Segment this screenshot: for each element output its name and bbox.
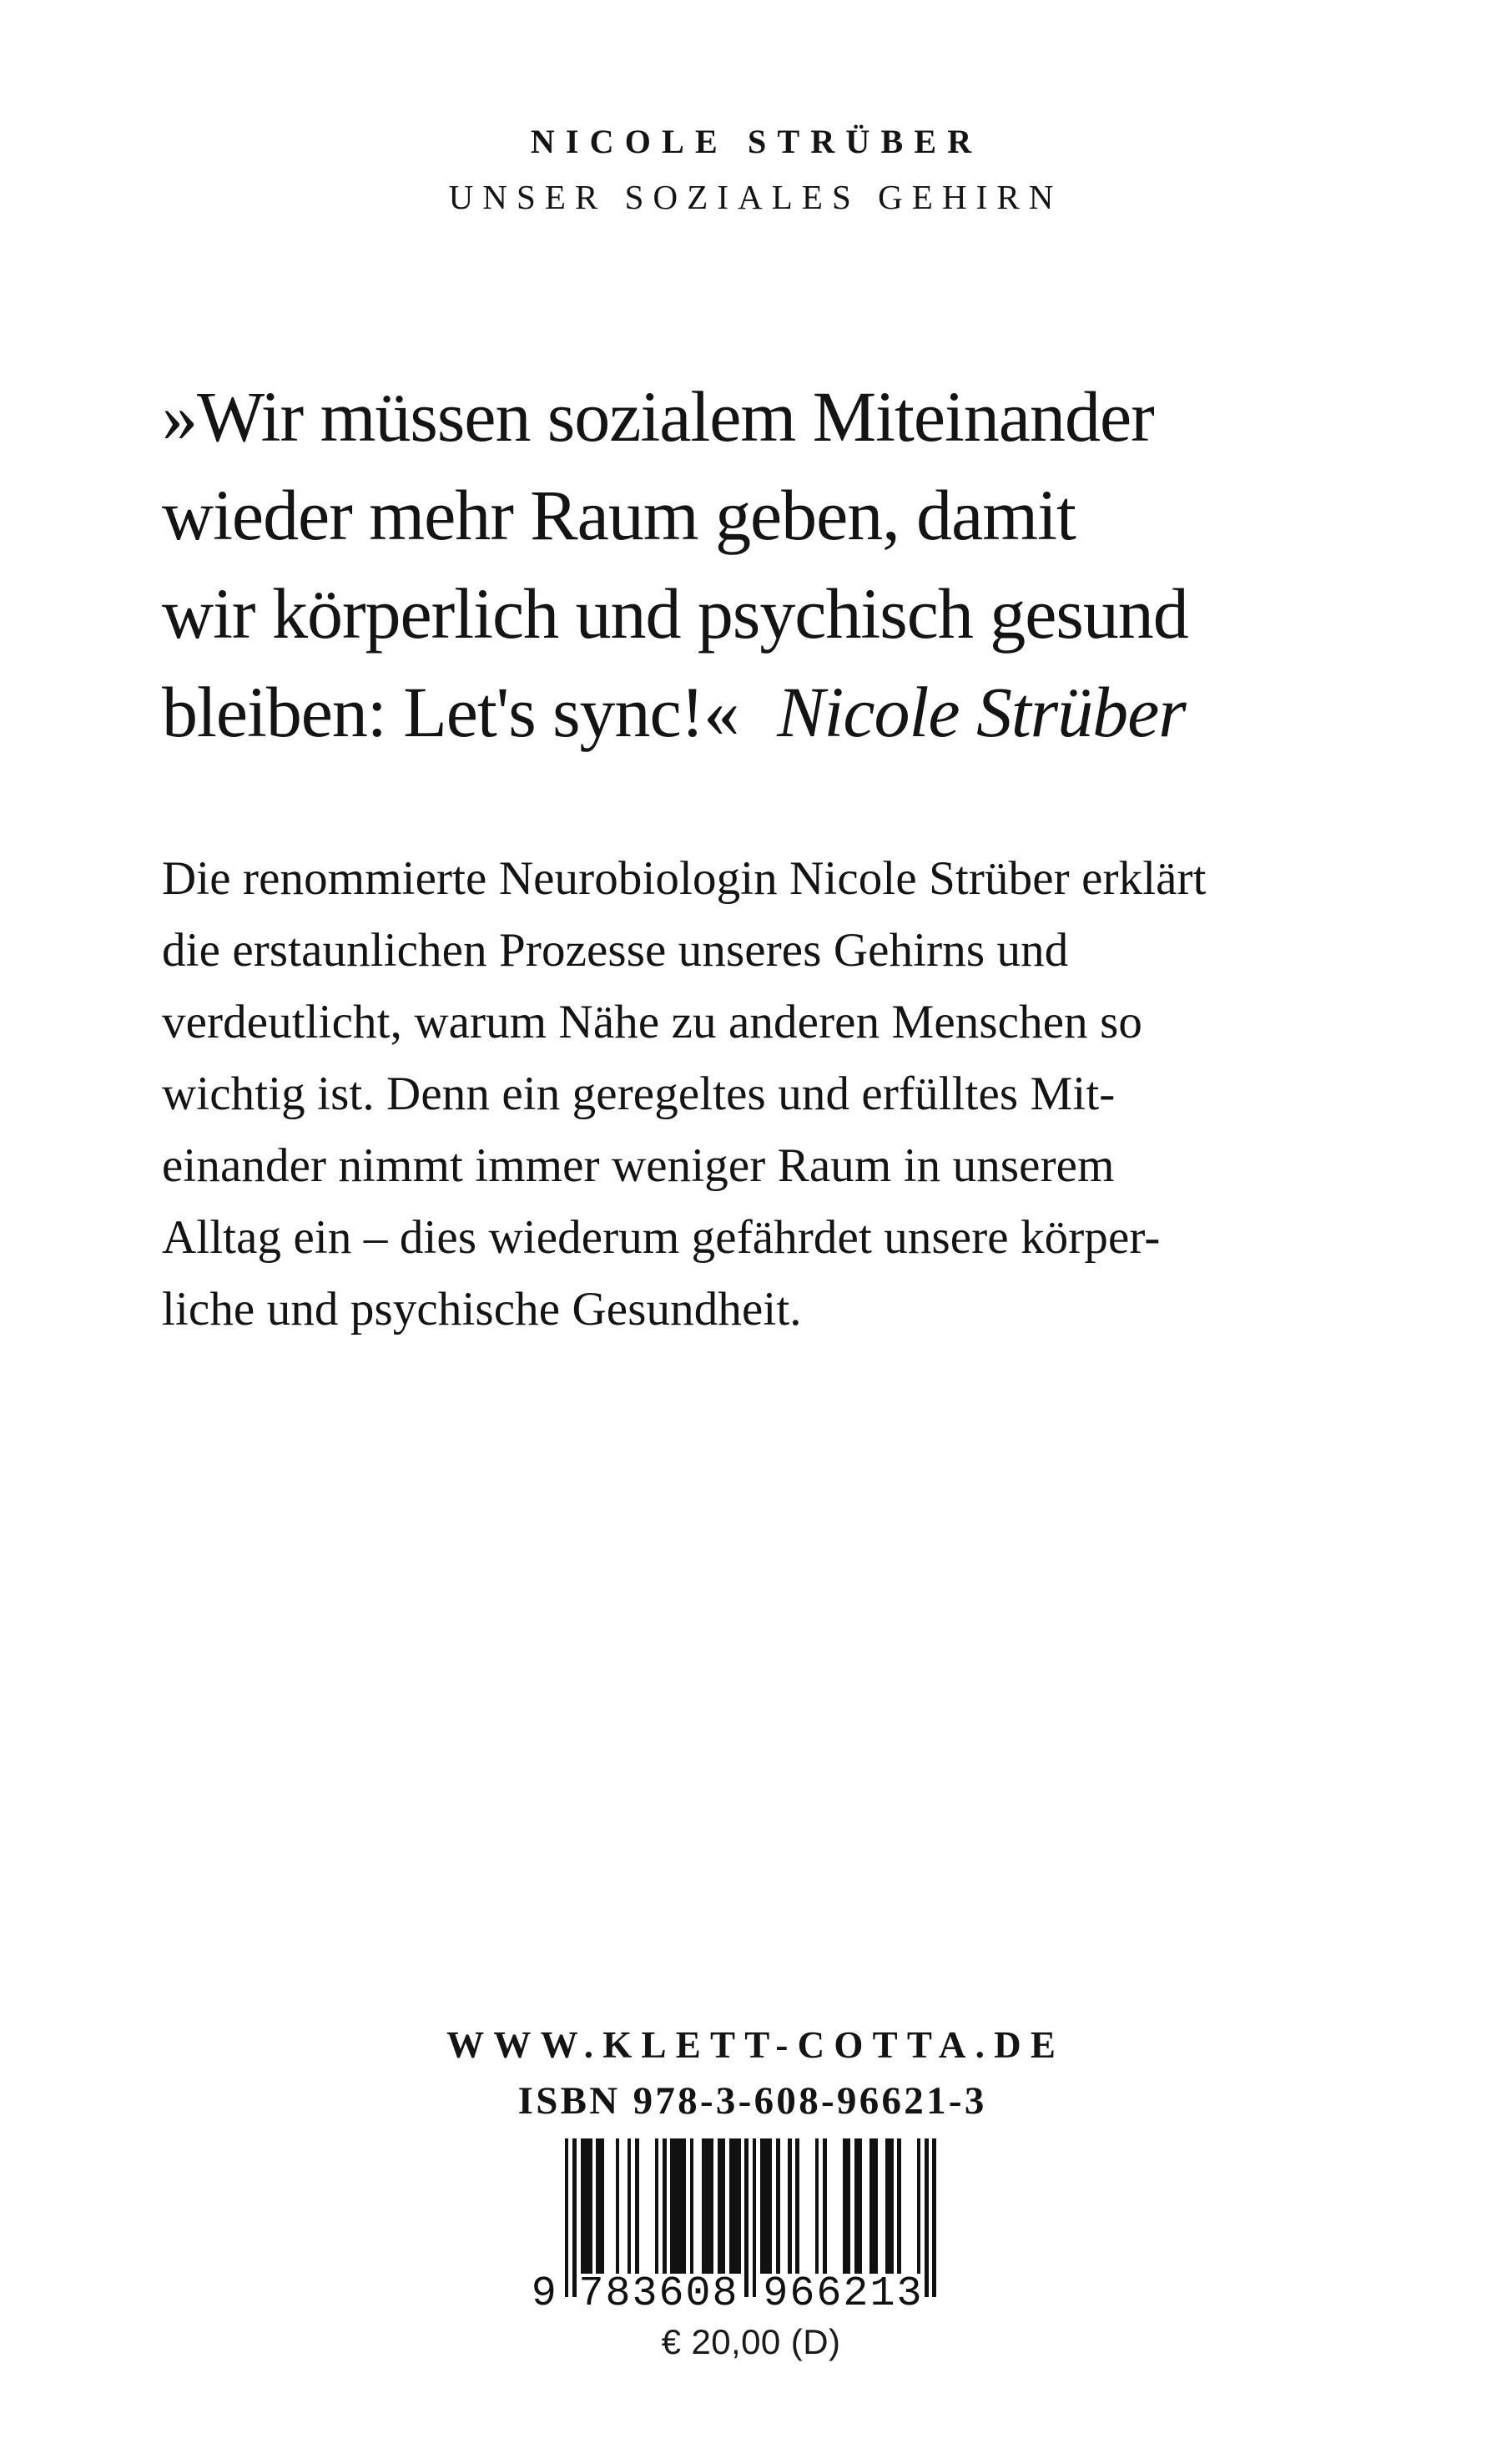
- quote-line: [162, 663, 1435, 761]
- quote-attribution: Nicole Strüber: [777, 672, 1186, 752]
- description-line: Die renommierte Neurobiologin Nicole Strüber erklärt: [162, 852, 1207, 905]
- book-title: UNSER SOZIALES GEHIRN: [448, 178, 1063, 216]
- description-line: die erstaunlichen Prozesse unseres Gehirns und: [162, 924, 1069, 977]
- isbn: ISBN 978-3-608-96621-3: [517, 2079, 987, 2123]
- quote-line: wieder mehr Raum geben, damit: [162, 475, 1076, 555]
- book-header: [0, 124, 1502, 216]
- quote-line-text: bleiben: Let's sync!«: [162, 672, 739, 752]
- ean13-barcode: [531, 2138, 938, 2330]
- pull-quote: [162, 367, 1435, 761]
- description-line: Alltag ein – dies wiederum gefährdet unsere körper-: [162, 1211, 1161, 1264]
- barcode-digit-lead: 9: [531, 2270, 557, 2318]
- quote-line: wir körperlich und psychisch gesund: [162, 573, 1188, 654]
- barcode-module: [932, 2138, 936, 2297]
- description-line: liche und psychische Gesundheit.: [162, 1283, 802, 1336]
- barcode-digits-left: 783608: [578, 2270, 739, 2318]
- publisher-website: WWW.KLETT-COTTA.DE: [446, 2024, 1066, 2066]
- description-line: wichtig ist. Denn ein geregeltes und erfülltes Mit-: [162, 1068, 1116, 1120]
- book-description: [162, 843, 1435, 1346]
- barcode-digits-right: 966213: [763, 2270, 924, 2318]
- price: € 20,00 (D): [661, 2322, 841, 2361]
- description-line: verdeutlicht, warum Nähe zu anderen Menschen so: [162, 996, 1142, 1048]
- quote-line: »Wir müssen sozialem Miteinander: [162, 376, 1154, 457]
- barcode-row: [0, 2138, 1502, 2330]
- description-line: einander nimmt immer weniger Raum in unserem: [162, 1139, 1115, 1192]
- author-name: NICOLE STRÜBER: [530, 123, 983, 160]
